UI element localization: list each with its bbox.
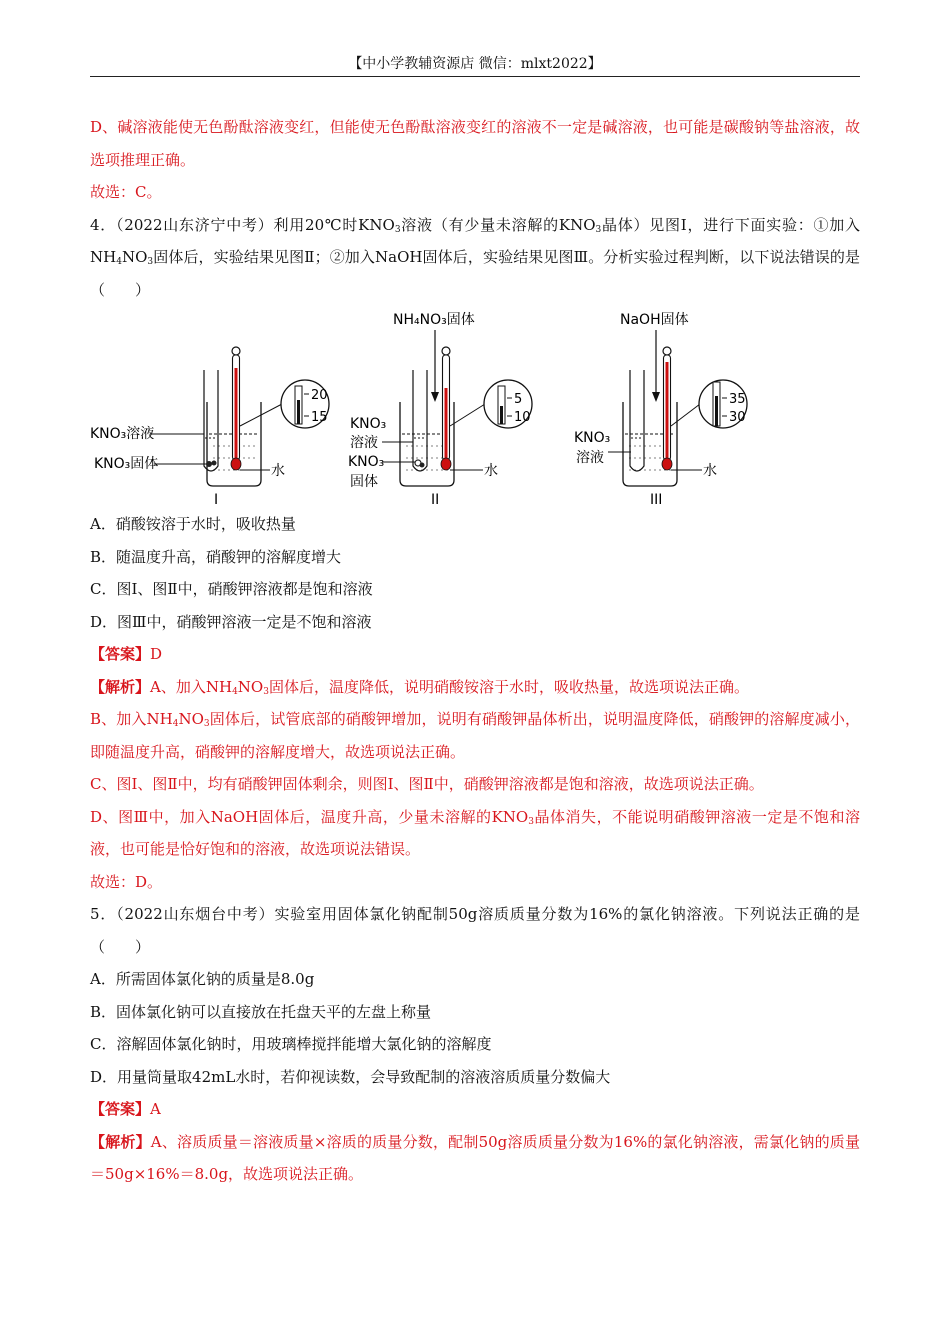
label-added-naoh: NaOH固体 (620, 312, 689, 328)
kno3-solid-1 (206, 461, 212, 467)
figure-2 (348, 311, 532, 508)
label-kno3-c-2: KNO₃ (348, 454, 385, 470)
figure-3-numeral: III (650, 492, 663, 508)
q5-stem: 5．（2022山东烟台中考）实验室用固体氯化钠配制50g溶质质量分数为16%的氯化钠溶液。下列说法正确的是（ ） (90, 905, 860, 956)
arrow-down-icon (652, 392, 660, 402)
label-solid-2: 固体 (350, 474, 378, 490)
label-solution-3: 溶液 (576, 450, 604, 466)
figure-1 (90, 347, 329, 508)
scale-1-top: 20 (311, 388, 328, 403)
q4-option-d: D．图Ⅲ中，硝酸钾溶液一定是不饱和溶液 (90, 612, 372, 631)
label-kno3-3: KNO₃ (574, 430, 611, 446)
test-tube-3 (630, 370, 644, 471)
q5-option-b: B．固体氯化钠可以直接放在托盘天平的左盘上称量 (90, 1002, 432, 1021)
q4-conclusion: 故选：D。 (90, 872, 163, 891)
label-added-nh4no3: NH₄NO₃固体 (393, 312, 475, 328)
q4-answer: 【答案】D (90, 645, 163, 663)
q4-option-b: B．随温度升高，硝酸钾的溶解度增大 (90, 547, 342, 566)
scale-2-top: 5 (514, 392, 523, 407)
test-tube-2 (413, 370, 427, 471)
test-tube-1 (204, 370, 218, 471)
scale-2-bottom: 10 (514, 410, 531, 425)
label-water-3: 水 (703, 463, 717, 479)
thermometer-2 (442, 347, 450, 355)
label-kno3-solid-1: KNO₃固体 (94, 456, 159, 472)
figure-2-numeral: II (431, 492, 440, 508)
q4-stem: 4．（2022山东济宁中考）利用20℃时$KNO_3$溶液（有少量未溶解的$KNO_3$晶体）见图Ⅰ，进行下面实验：①加入$NH_4NO_3$固体后，实验结果见图Ⅱ；②加入NaOH固体后，实验结果见图Ⅲ。分析实验过程判断，以下说法错误的是（ ） (90, 215, 861, 299)
scale-3-top: 35 (729, 392, 746, 407)
label-solution-2: 溶液 (350, 435, 378, 451)
page-content (90, 111, 860, 1191)
q5-analysis-a: 【解析】A、溶质质量＝溶液质量×溶质的质量分数，配制50g溶质质量分数为16%的氯化钠溶液，需氯化钠的质量＝50g×16%＝8.0g，故选项说法正确。 (90, 1132, 860, 1183)
prev-option-d-explanation: D、碱溶液能使无色酚酞溶液变红，但能使无色酚酞溶液变红的溶液不一定是碱溶液，也可能是碳酸钠等盐溶液，故选项推理正确。 (90, 118, 860, 169)
figure-3 (574, 311, 747, 508)
label-water-1: 水 (271, 463, 285, 479)
thermometer-1 (232, 347, 240, 355)
prev-conclusion: 故选：C。 (90, 183, 162, 201)
q4-analysis-d: D、图Ⅲ中，加入NaOH固体后，温度升高，少量未溶解的$KNO_3$晶体消失，不能说明硝酸钾溶液一定是不饱和溶液，也可能是恰好饱和的溶液，故选项说法错误。 (90, 807, 860, 858)
q4-option-a: A．硝酸铵溶于水时，吸收热量 (90, 515, 296, 533)
q5-option-d: D．用量筒量取42mL水时，若仰视读数，会导致配制的溶液溶质质量分数偏大 (90, 1067, 611, 1086)
label-kno3-a-2: KNO₃ (350, 416, 387, 432)
scale-1-bottom: 15 (311, 410, 328, 425)
q5-answer: 【答案】A (90, 1100, 161, 1118)
q4-analysis-c: C、图Ⅰ、图Ⅱ中，均有硝酸钾固体剩余，则图Ⅰ、图Ⅱ中，硝酸钾溶液都是饱和溶液，故选项说法正确。 (90, 775, 764, 793)
arrow-down-icon (431, 392, 439, 402)
q5-option-c: C．溶解固体氯化钠时，用玻璃棒搅拌能增大氯化钠的溶解度 (90, 1035, 492, 1053)
thermometer-3 (663, 347, 671, 355)
q4-option-c: C．图Ⅰ、图Ⅱ中，硝酸钾溶液都是饱和溶液 (90, 580, 373, 598)
q4-analysis-b: B、加入$NH_4NO_3$固体后，试管底部的硝酸钾增加，说明有硝酸钾晶体析出，说明温度降低，硝酸钾的溶解度减小，即随温度升高，硝酸钾的溶解度增大，故选项说法正确。 (90, 710, 860, 761)
header-divider (90, 76, 860, 77)
scale-3-bottom: 30 (729, 410, 746, 425)
label-kno3-solution-1: KNO₃溶液 (90, 426, 155, 442)
label-water-2: 水 (484, 463, 498, 479)
q4-analysis-a: 【解析】A、加入$NH_4NO_3$固体后，温度降低，说明硝酸铵溶于水时，吸收热量，故选项说法正确。 (90, 677, 749, 697)
q4-figure (90, 306, 860, 508)
figure-1-numeral: I (214, 492, 219, 508)
q5-option-a: A．所需固体氯化钠的质量是8.0g (90, 970, 315, 988)
page-header: 【中小学教辅资源店 微信：mlxt2022】 (348, 56, 602, 72)
